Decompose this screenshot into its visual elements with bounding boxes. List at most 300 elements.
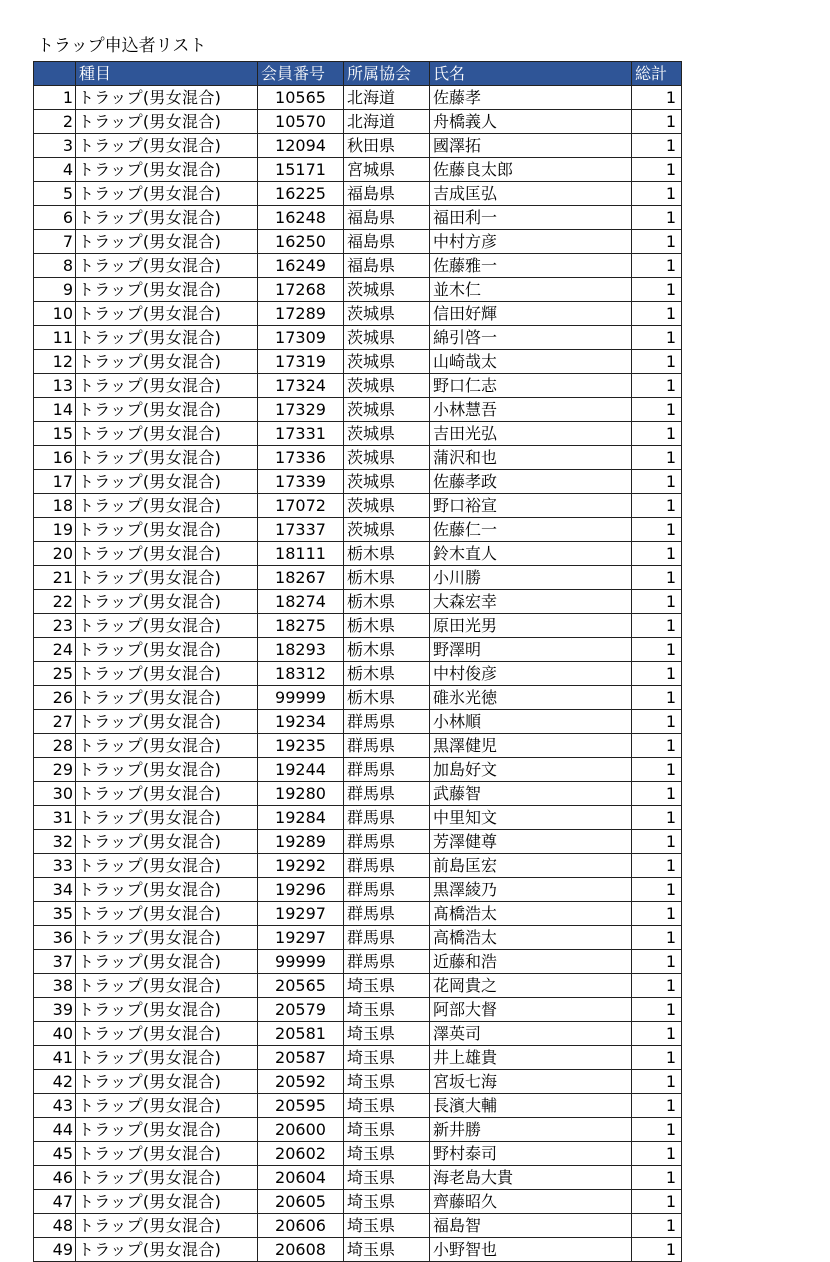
table-row [34, 518, 682, 542]
association-cell: 群馬県 [344, 950, 430, 974]
association-cell: 埼玉県 [344, 1238, 430, 1262]
name-cell: 宮坂七海 [430, 1070, 632, 1094]
member-id-cell: 18267 [258, 566, 344, 590]
row-number: 30 [34, 782, 76, 806]
event-type-cell: トラップ(男女混合) [76, 230, 258, 254]
name-cell: 信田好輝 [430, 302, 632, 326]
table-row [34, 278, 682, 302]
member-id-cell: 10570 [258, 110, 344, 134]
table-row [34, 1238, 682, 1262]
total-cell: 1 [632, 902, 682, 926]
association-cell: 茨城県 [344, 446, 430, 470]
row-number: 37 [34, 950, 76, 974]
total-cell: 1 [632, 590, 682, 614]
row-number: 31 [34, 806, 76, 830]
association-cell: 埼玉県 [344, 1046, 430, 1070]
total-cell: 1 [632, 830, 682, 854]
member-id-cell: 19297 [258, 902, 344, 926]
member-id-cell: 19289 [258, 830, 344, 854]
table-row [34, 398, 682, 422]
event-type-cell: トラップ(男女混合) [76, 662, 258, 686]
association-cell: 栃木県 [344, 614, 430, 638]
table-row [34, 686, 682, 710]
member-id-cell: 12094 [258, 134, 344, 158]
association-cell: 茨城県 [344, 326, 430, 350]
event-type-cell: トラップ(男女混合) [76, 86, 258, 110]
association-cell: 北海道 [344, 86, 430, 110]
name-cell: 中里知文 [430, 806, 632, 830]
name-cell: 井上雄貴 [430, 1046, 632, 1070]
table-row [34, 998, 682, 1022]
member-id-cell: 18293 [258, 638, 344, 662]
total-cell: 1 [632, 758, 682, 782]
member-id-cell: 20602 [258, 1142, 344, 1166]
association-cell: 茨城県 [344, 374, 430, 398]
row-number: 9 [34, 278, 76, 302]
name-cell: 小野智也 [430, 1238, 632, 1262]
table-row [34, 566, 682, 590]
total-cell: 1 [632, 1190, 682, 1214]
event-type-cell: トラップ(男女混合) [76, 398, 258, 422]
event-type-cell: トラップ(男女混合) [76, 278, 258, 302]
table-row [34, 830, 682, 854]
name-cell: 佐藤孝 [430, 86, 632, 110]
member-id-cell: 20604 [258, 1166, 344, 1190]
member-id-cell: 19235 [258, 734, 344, 758]
name-cell: 舟橋義人 [430, 110, 632, 134]
association-cell: 福島県 [344, 254, 430, 278]
table-row [34, 734, 682, 758]
event-type-cell: トラップ(男女混合) [76, 1118, 258, 1142]
name-cell: 大森宏幸 [430, 590, 632, 614]
row-number: 19 [34, 518, 76, 542]
total-cell: 1 [632, 926, 682, 950]
table-row [34, 1094, 682, 1118]
total-cell: 1 [632, 950, 682, 974]
event-type-cell: トラップ(男女混合) [76, 1166, 258, 1190]
association-cell: 埼玉県 [344, 1118, 430, 1142]
association-cell: 茨城県 [344, 494, 430, 518]
name-cell: 髙橋浩太 [430, 902, 632, 926]
association-cell: 栃木県 [344, 590, 430, 614]
name-cell: 碓氷光徳 [430, 686, 632, 710]
row-number: 15 [34, 422, 76, 446]
total-cell: 1 [632, 110, 682, 134]
association-cell: 埼玉県 [344, 998, 430, 1022]
association-cell: 埼玉県 [344, 1094, 430, 1118]
row-number: 25 [34, 662, 76, 686]
table-row [34, 806, 682, 830]
total-cell: 1 [632, 350, 682, 374]
member-id-cell: 19280 [258, 782, 344, 806]
event-type-cell: トラップ(男女混合) [76, 974, 258, 998]
table-row [34, 878, 682, 902]
association-cell: 茨城県 [344, 422, 430, 446]
event-type-cell: トラップ(男女混合) [76, 1094, 258, 1118]
event-type-cell: トラップ(男女混合) [76, 830, 258, 854]
association-cell: 群馬県 [344, 830, 430, 854]
association-cell: 群馬県 [344, 854, 430, 878]
row-number: 29 [34, 758, 76, 782]
row-number: 22 [34, 590, 76, 614]
event-type-cell: トラップ(男女混合) [76, 518, 258, 542]
event-type-cell: トラップ(男女混合) [76, 350, 258, 374]
table-row [34, 182, 682, 206]
total-cell: 1 [632, 494, 682, 518]
total-cell: 1 [632, 134, 682, 158]
event-type-cell: トラップ(男女混合) [76, 446, 258, 470]
member-id-cell: 17337 [258, 518, 344, 542]
name-cell: 野口裕宣 [430, 494, 632, 518]
total-cell: 1 [632, 662, 682, 686]
association-cell: 栃木県 [344, 686, 430, 710]
row-number: 23 [34, 614, 76, 638]
name-cell: 綿引啓一 [430, 326, 632, 350]
header-member-id: 会員番号 [258, 62, 344, 86]
total-cell: 1 [632, 422, 682, 446]
event-type-cell: トラップ(男女混合) [76, 638, 258, 662]
header-total: 総計 [632, 62, 682, 86]
name-cell: 阿部大督 [430, 998, 632, 1022]
row-number: 21 [34, 566, 76, 590]
table-row [34, 134, 682, 158]
event-type-cell: トラップ(男女混合) [76, 1046, 258, 1070]
table-row [34, 1142, 682, 1166]
association-cell: 茨城県 [344, 470, 430, 494]
table-row [34, 1166, 682, 1190]
table-row [34, 638, 682, 662]
table-row [34, 542, 682, 566]
name-cell: 小川勝 [430, 566, 632, 590]
table-row [34, 1046, 682, 1070]
row-number: 34 [34, 878, 76, 902]
event-type-cell: トラップ(男女混合) [76, 134, 258, 158]
member-id-cell: 17309 [258, 326, 344, 350]
table-row [34, 254, 682, 278]
event-type-cell: トラップ(男女混合) [76, 686, 258, 710]
event-type-cell: トラップ(男女混合) [76, 590, 258, 614]
association-cell: 埼玉県 [344, 1214, 430, 1238]
total-cell: 1 [632, 614, 682, 638]
event-type-cell: トラップ(男女混合) [76, 110, 258, 134]
row-number: 16 [34, 446, 76, 470]
event-type-cell: トラップ(男女混合) [76, 1070, 258, 1094]
member-id-cell: 15171 [258, 158, 344, 182]
member-id-cell: 20581 [258, 1022, 344, 1046]
event-type-cell: トラップ(男女混合) [76, 902, 258, 926]
total-cell: 1 [632, 326, 682, 350]
member-id-cell: 19297 [258, 926, 344, 950]
total-cell: 1 [632, 734, 682, 758]
page-title: トラップ申込者リスト [37, 36, 207, 56]
row-number: 7 [34, 230, 76, 254]
name-cell: 鈴木直人 [430, 542, 632, 566]
member-id-cell: 20592 [258, 1070, 344, 1094]
total-cell: 1 [632, 182, 682, 206]
table-body [34, 86, 682, 1262]
event-type-cell: トラップ(男女混合) [76, 542, 258, 566]
association-cell: 群馬県 [344, 782, 430, 806]
member-id-cell: 17329 [258, 398, 344, 422]
name-cell: 花岡貴之 [430, 974, 632, 998]
name-cell: 佐藤良太郎 [430, 158, 632, 182]
association-cell: 群馬県 [344, 878, 430, 902]
association-cell: 群馬県 [344, 926, 430, 950]
table-row [34, 1070, 682, 1094]
total-cell: 1 [632, 254, 682, 278]
row-number: 6 [34, 206, 76, 230]
table-row [34, 326, 682, 350]
event-type-cell: トラップ(男女混合) [76, 326, 258, 350]
total-cell: 1 [632, 206, 682, 230]
member-id-cell: 20565 [258, 974, 344, 998]
association-cell: 埼玉県 [344, 1070, 430, 1094]
event-type-cell: トラップ(男女混合) [76, 614, 258, 638]
association-cell: 栃木県 [344, 542, 430, 566]
member-id-cell: 17072 [258, 494, 344, 518]
total-cell: 1 [632, 86, 682, 110]
total-cell: 1 [632, 518, 682, 542]
member-id-cell: 20606 [258, 1214, 344, 1238]
total-cell: 1 [632, 806, 682, 830]
name-cell: 福田利一 [430, 206, 632, 230]
row-number: 26 [34, 686, 76, 710]
header-no [34, 62, 76, 86]
row-number: 33 [34, 854, 76, 878]
association-cell: 群馬県 [344, 734, 430, 758]
total-cell: 1 [632, 1094, 682, 1118]
total-cell: 1 [632, 1166, 682, 1190]
row-number: 20 [34, 542, 76, 566]
name-cell: 澤英司 [430, 1022, 632, 1046]
member-id-cell: 18111 [258, 542, 344, 566]
total-cell: 1 [632, 638, 682, 662]
row-number: 40 [34, 1022, 76, 1046]
member-id-cell: 20595 [258, 1094, 344, 1118]
total-cell: 1 [632, 158, 682, 182]
total-cell: 1 [632, 374, 682, 398]
total-cell: 1 [632, 686, 682, 710]
event-type-cell: トラップ(男女混合) [76, 950, 258, 974]
table-row [34, 1214, 682, 1238]
event-type-cell: トラップ(男女混合) [76, 1214, 258, 1238]
table-row [34, 230, 682, 254]
row-number: 1 [34, 86, 76, 110]
event-type-cell: トラップ(男女混合) [76, 926, 258, 950]
member-id-cell: 20600 [258, 1118, 344, 1142]
total-cell: 1 [632, 230, 682, 254]
association-cell: 埼玉県 [344, 1022, 430, 1046]
event-type-cell: トラップ(男女混合) [76, 254, 258, 278]
name-cell: 野口仁志 [430, 374, 632, 398]
total-cell: 1 [632, 278, 682, 302]
event-type-cell: トラップ(男女混合) [76, 182, 258, 206]
member-id-cell: 16248 [258, 206, 344, 230]
table-row [34, 710, 682, 734]
association-cell: 埼玉県 [344, 1142, 430, 1166]
name-cell: 佐藤雅一 [430, 254, 632, 278]
association-cell: 栃木県 [344, 662, 430, 686]
member-id-cell: 18274 [258, 590, 344, 614]
total-cell: 1 [632, 566, 682, 590]
member-id-cell: 19244 [258, 758, 344, 782]
header-type: 種目 [76, 62, 258, 86]
total-cell: 1 [632, 1046, 682, 1070]
association-cell: 群馬県 [344, 902, 430, 926]
row-number: 17 [34, 470, 76, 494]
name-cell: 野村泰司 [430, 1142, 632, 1166]
event-type-cell: トラップ(男女混合) [76, 158, 258, 182]
row-number: 49 [34, 1238, 76, 1262]
table-row [34, 350, 682, 374]
association-cell: 福島県 [344, 230, 430, 254]
name-cell: 近藤和浩 [430, 950, 632, 974]
total-cell: 1 [632, 974, 682, 998]
member-id-cell: 17336 [258, 446, 344, 470]
total-cell: 1 [632, 1238, 682, 1262]
row-number: 4 [34, 158, 76, 182]
association-cell: 埼玉県 [344, 1190, 430, 1214]
name-cell: 吉成匡弘 [430, 182, 632, 206]
name-cell: 高橋浩太 [430, 926, 632, 950]
total-cell: 1 [632, 878, 682, 902]
row-number: 45 [34, 1142, 76, 1166]
total-cell: 1 [632, 398, 682, 422]
name-cell: 小林慧吾 [430, 398, 632, 422]
row-number: 14 [34, 398, 76, 422]
table-row [34, 206, 682, 230]
table-row [34, 854, 682, 878]
total-cell: 1 [632, 710, 682, 734]
applicant-table [33, 61, 682, 1262]
event-type-cell: トラップ(男女混合) [76, 1238, 258, 1262]
row-number: 44 [34, 1118, 76, 1142]
row-number: 3 [34, 134, 76, 158]
table-row [34, 470, 682, 494]
total-cell: 1 [632, 302, 682, 326]
table-row [34, 1118, 682, 1142]
table-row [34, 926, 682, 950]
total-cell: 1 [632, 1022, 682, 1046]
row-number: 28 [34, 734, 76, 758]
total-cell: 1 [632, 854, 682, 878]
member-id-cell: 17324 [258, 374, 344, 398]
total-cell: 1 [632, 542, 682, 566]
member-id-cell: 16225 [258, 182, 344, 206]
table-row [34, 494, 682, 518]
table-row [34, 662, 682, 686]
table-row [34, 782, 682, 806]
table-row [34, 902, 682, 926]
table-row [34, 158, 682, 182]
name-cell: 長濱大輔 [430, 1094, 632, 1118]
name-cell: 小林順 [430, 710, 632, 734]
table-row [34, 1190, 682, 1214]
name-cell: 中村方彦 [430, 230, 632, 254]
total-cell: 1 [632, 1142, 682, 1166]
name-cell: 原田光男 [430, 614, 632, 638]
name-cell: 黒澤綾乃 [430, 878, 632, 902]
table-row [34, 590, 682, 614]
member-id-cell: 20579 [258, 998, 344, 1022]
member-id-cell: 18275 [258, 614, 344, 638]
name-cell: 加島好文 [430, 758, 632, 782]
table-row [34, 302, 682, 326]
event-type-cell: トラップ(男女混合) [76, 758, 258, 782]
member-id-cell: 17289 [258, 302, 344, 326]
member-id-cell: 20608 [258, 1238, 344, 1262]
name-cell: 野澤明 [430, 638, 632, 662]
association-cell: 茨城県 [344, 518, 430, 542]
row-number: 18 [34, 494, 76, 518]
association-cell: 茨城県 [344, 302, 430, 326]
total-cell: 1 [632, 1118, 682, 1142]
member-id-cell: 18312 [258, 662, 344, 686]
row-number: 10 [34, 302, 76, 326]
member-id-cell: 17268 [258, 278, 344, 302]
member-id-cell: 16249 [258, 254, 344, 278]
name-cell: 蒲沢和也 [430, 446, 632, 470]
event-type-cell: トラップ(男女混合) [76, 1190, 258, 1214]
row-number: 36 [34, 926, 76, 950]
association-cell: 茨城県 [344, 278, 430, 302]
event-type-cell: トラップ(男女混合) [76, 710, 258, 734]
name-cell: 武藤智 [430, 782, 632, 806]
member-id-cell: 99999 [258, 950, 344, 974]
table-row [34, 110, 682, 134]
header-association: 所属協会 [344, 62, 430, 86]
member-id-cell: 19234 [258, 710, 344, 734]
member-id-cell: 16250 [258, 230, 344, 254]
total-cell: 1 [632, 1070, 682, 1094]
association-cell: 栃木県 [344, 566, 430, 590]
name-cell: 福島智 [430, 1214, 632, 1238]
event-type-cell: トラップ(男女混合) [76, 470, 258, 494]
name-cell: 前島匡宏 [430, 854, 632, 878]
association-cell: 福島県 [344, 206, 430, 230]
name-cell: 吉田光弘 [430, 422, 632, 446]
association-cell: 群馬県 [344, 758, 430, 782]
name-cell: 山崎哉太 [430, 350, 632, 374]
row-number: 47 [34, 1190, 76, 1214]
name-cell: 佐藤仁一 [430, 518, 632, 542]
association-cell: 北海道 [344, 110, 430, 134]
table-row [34, 974, 682, 998]
row-number: 48 [34, 1214, 76, 1238]
event-type-cell: トラップ(男女混合) [76, 734, 258, 758]
association-cell: 宮城県 [344, 158, 430, 182]
name-cell: 新井勝 [430, 1118, 632, 1142]
row-number: 24 [34, 638, 76, 662]
event-type-cell: トラップ(男女混合) [76, 806, 258, 830]
name-cell: 海老島大貴 [430, 1166, 632, 1190]
event-type-cell: トラップ(男女混合) [76, 1022, 258, 1046]
event-type-cell: トラップ(男女混合) [76, 374, 258, 398]
name-cell: 並木仁 [430, 278, 632, 302]
name-cell: 芳澤健尊 [430, 830, 632, 854]
table-row [34, 1022, 682, 1046]
row-number: 38 [34, 974, 76, 998]
row-number: 41 [34, 1046, 76, 1070]
total-cell: 1 [632, 782, 682, 806]
table-header [34, 62, 682, 86]
association-cell: 秋田県 [344, 134, 430, 158]
member-id-cell: 10565 [258, 86, 344, 110]
member-id-cell: 20587 [258, 1046, 344, 1070]
member-id-cell: 17331 [258, 422, 344, 446]
event-type-cell: トラップ(男女混合) [76, 782, 258, 806]
row-number: 11 [34, 326, 76, 350]
